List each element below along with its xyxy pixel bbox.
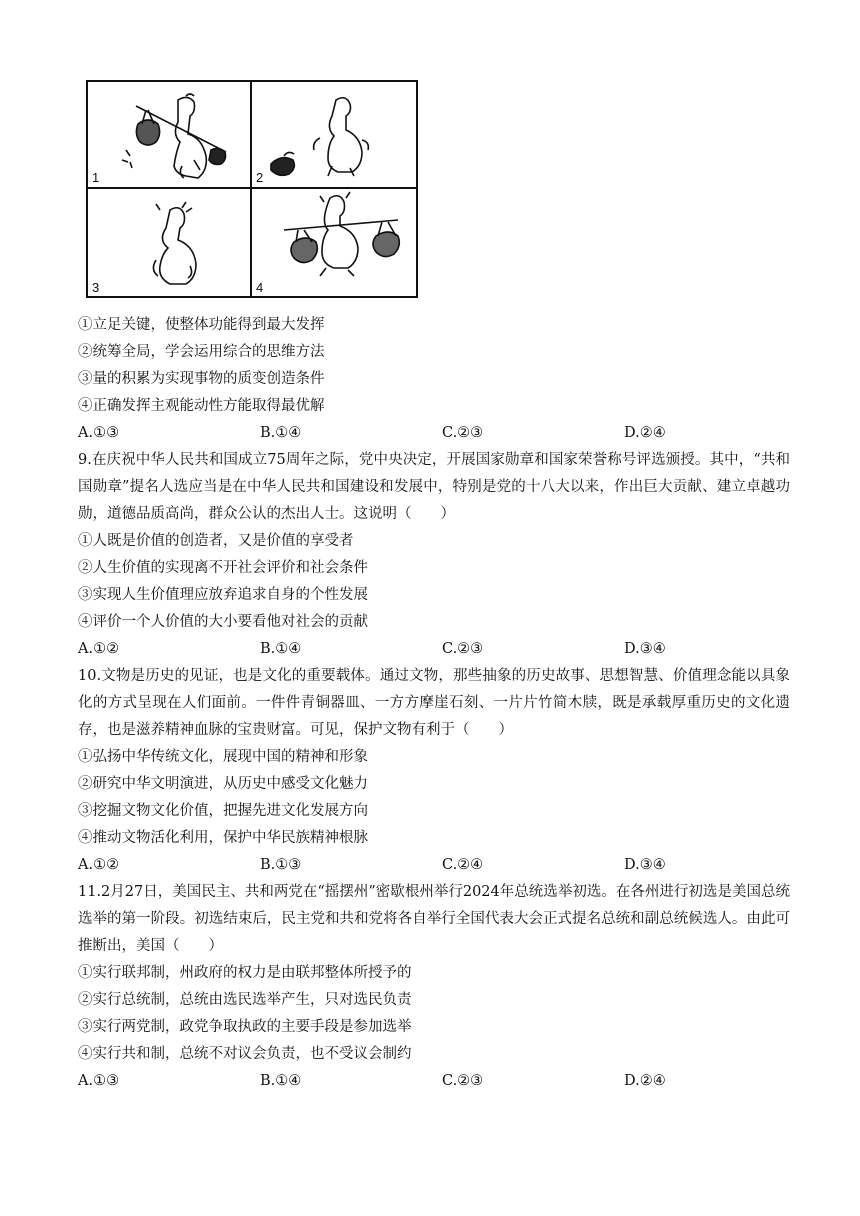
q9-statement-2: ②人生价值的实现离不开社会评价和社会条件: [78, 560, 368, 576]
q9-option-a[interactable]: A.①②: [78, 641, 120, 657]
panel-3-label: 3: [92, 280, 100, 295]
question-10: [78, 663, 790, 879]
q10-options: [78, 852, 790, 879]
q10-statement-1: ①弘扬中华传统文化，展现中国的精神和形象: [78, 749, 368, 765]
q8-option-a[interactable]: A.①③: [78, 425, 120, 441]
q10-option-a[interactable]: A.①②: [78, 857, 120, 873]
q8-options: [78, 420, 790, 447]
q11-statement-3: ③实行两党制，政党争取执政的主要手段是参加选举: [78, 1019, 412, 1035]
panel-2-label: 2: [256, 170, 264, 185]
questions-content: [78, 312, 790, 1095]
question-11: [78, 879, 790, 1095]
q8-statement-4: ④正确发挥主观能动性方能取得最优解: [78, 398, 325, 414]
comic-drawing: [86, 80, 418, 298]
q11-statement-2: ②实行总统制，总统由选民选举产生，只对选民负责: [78, 992, 412, 1008]
q11-statement-4: ④实行共和制，总统不对议会负责，也不受议会制约: [78, 1046, 412, 1062]
q8-statement-1: ①立足关键，使整体功能得到最大发挥: [78, 317, 325, 333]
q8-statement-3: ③量的积累为实现事物的质变创造条件: [78, 371, 325, 387]
q10-statement-3: ③挖掘文物文化价值，把握先进文化发展方向: [78, 803, 368, 819]
q9-stem: 9.在庆祝中华人民共和国成立75周年之际，党中央决定，开展国家勋章和国家荣誉称号评选颁授。其中，“共和国勋章”提名人选应当是在中华人民共和国建设和发展中，特别是党的十八大以来，作出巨大贡献、建立卓越功勋，道德品质高尚，群众公认的杰出人士。这说明（ ）: [78, 452, 790, 522]
q8-option-b[interactable]: B.①④: [260, 425, 302, 441]
q10-statement-2: ②研究中华文明演进，从历史中感受文化魅力: [78, 776, 368, 792]
panel-1-label: 1: [92, 170, 100, 185]
q11-options: [78, 1068, 790, 1095]
q10-option-c[interactable]: C.②④: [442, 857, 484, 873]
q11-option-d[interactable]: D.②④: [624, 1073, 666, 1089]
q8-statement-2: ②统筹全局，学会运用综合的思维方法: [78, 344, 325, 360]
q9-option-c[interactable]: C.②③: [442, 641, 484, 657]
q11-option-a[interactable]: A.①③: [78, 1073, 120, 1089]
q9-option-d[interactable]: D.③④: [624, 641, 666, 657]
comic-illustration: [86, 80, 418, 298]
q9-options: [78, 636, 790, 663]
q8-option-d[interactable]: D.②④: [624, 425, 666, 441]
panel-4-label: 4: [256, 280, 264, 295]
q11-option-c[interactable]: C.②③: [442, 1073, 484, 1089]
q9-option-b[interactable]: B.①④: [260, 641, 302, 657]
q11-statement-1: ①实行联邦制，州政府的权力是由联邦整体所授予的: [78, 965, 412, 981]
q9-statement-4: ④评价一个人价值的大小要看他对社会的贡献: [78, 614, 368, 630]
q10-stem: 10.文物是历史的见证，也是文化的重要载体。通过文物，那些抽象的历史故事、思想智慧、价值理念能以具象化的方式呈现在人们面前。一件件青铜器皿、一方方摩崖石刻、一片片竹简木牍，既是承载厚重历史的文化遗存，也是滋养精神血脉的宝贵财富。可见，保护文物有利于（ ）: [78, 668, 790, 738]
q10-option-b[interactable]: B.①③: [260, 857, 302, 873]
q10-option-d[interactable]: D.③④: [624, 857, 666, 873]
q11-stem: 11.2月27日，美国民主、共和两党在“摇摆州”密歇根州举行2024年总统选举初选。在各州进行初选是美国总统选举的第一阶段。初选结束后，民主党和共和党将各自举行全国代表大会正式提名总统和副总统候选人。由此可推断出，美国（ ）: [78, 884, 790, 954]
q9-statement-3: ③实现人生价值理应放弃追求自身的个性发展: [78, 587, 368, 603]
q9-statement-1: ①人既是价值的创造者，又是价值的享受者: [78, 533, 354, 549]
question-9: [78, 447, 790, 663]
question-8: [78, 312, 790, 447]
q8-option-c[interactable]: C.②③: [442, 425, 484, 441]
q11-option-b[interactable]: B.①④: [260, 1073, 302, 1089]
q10-statement-4: ④推动文物活化利用，保护中华民族精神根脉: [78, 830, 368, 846]
